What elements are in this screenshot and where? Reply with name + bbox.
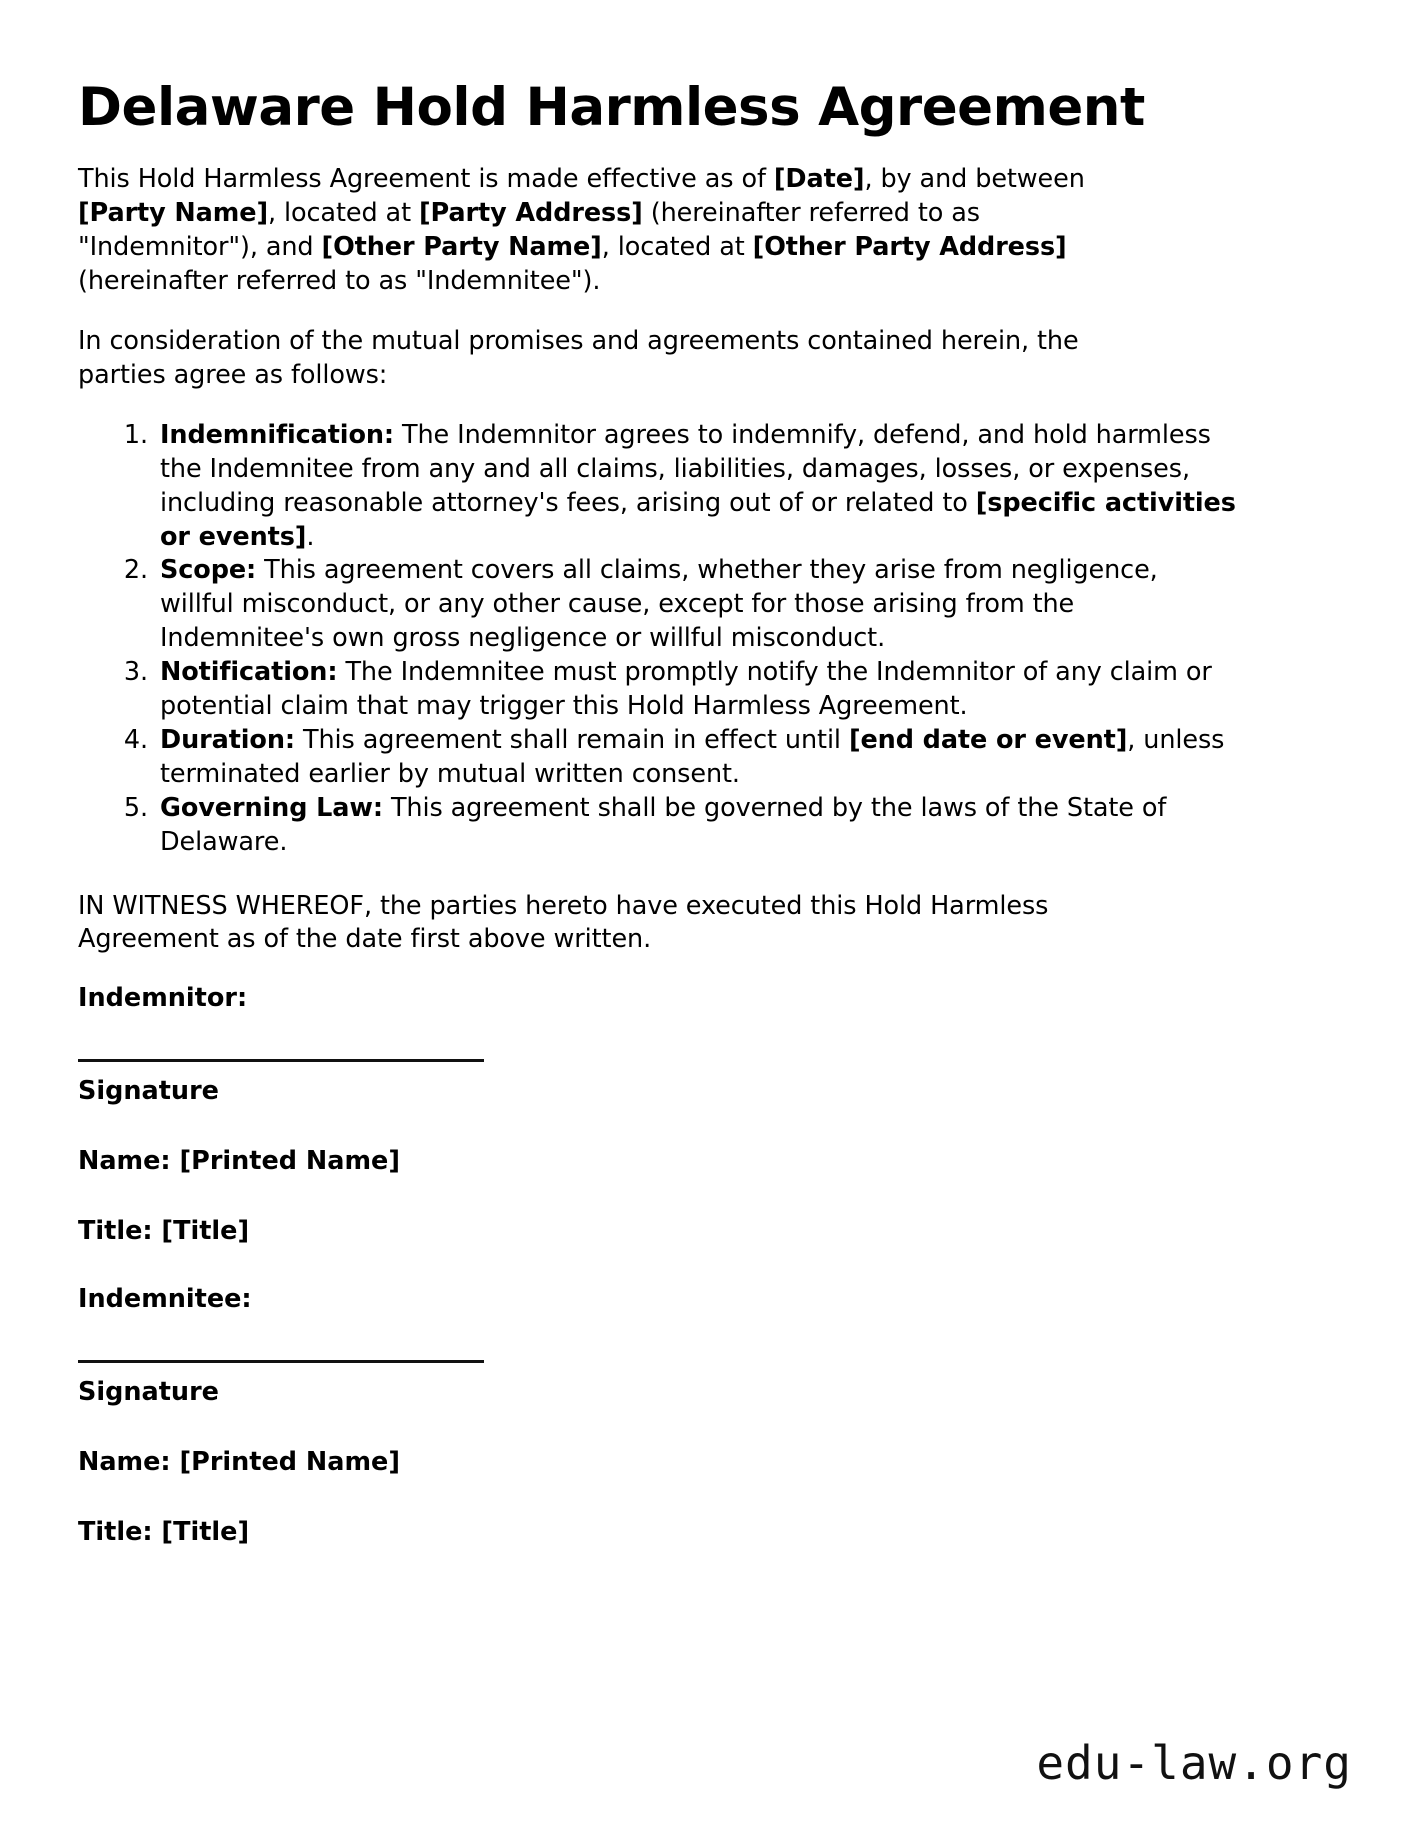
- text-run: (hereinafter referred to as "Indemnitor"), and: [78, 198, 980, 263]
- intro-paragraph: [78, 163, 1128, 299]
- indemnitor-heading: Indemnitor:: [78, 983, 248, 1014]
- bold-placeholder: [Party Name]: [78, 198, 269, 229]
- text-run: , located at: [601, 232, 753, 263]
- page-title: Delaware Hold Harmless Agreement: [78, 77, 1145, 138]
- indemnitor-signature-line[interactable]: [78, 1059, 484, 1062]
- indemnitee-signature-label: Signature: [78, 1377, 219, 1408]
- text-run: (hereinafter referred to as "Indemnitee").: [78, 266, 601, 297]
- indemnitor-signature-label: Signature: [78, 1076, 219, 1107]
- bold-placeholder: [end date or event]: [848, 724, 1128, 755]
- clause-item: [156, 419, 1236, 555]
- clause-item: [156, 554, 1236, 656]
- text-run: This Hold Harmless Agreement is made effective as of: [78, 164, 774, 195]
- site-watermark: edu-law.org: [1036, 1736, 1352, 1790]
- indemnitee-heading: Indemnitee:: [78, 1284, 252, 1315]
- clause-item: [156, 724, 1236, 792]
- bold-placeholder: [Party Address]: [418, 198, 643, 229]
- clause-heading: Indemnification:: [160, 419, 395, 450]
- bold-placeholder: [specific activities or events]: [160, 487, 1236, 552]
- text-run: , by and between: [864, 164, 1085, 195]
- bold-placeholder: [Other Party Name]: [321, 232, 602, 263]
- clause-item: [156, 792, 1236, 860]
- text-run: , located at: [268, 198, 419, 229]
- bold-placeholder: [Date]: [773, 164, 865, 195]
- indemnitee-title-label: Title: [Title]: [78, 1517, 250, 1548]
- text-run: , unless terminated earlier by mutual written consent.: [160, 724, 1225, 789]
- text-run: This agreement shall remain in effect until: [295, 724, 849, 755]
- bold-placeholder: [Other Party Address]: [752, 232, 1067, 263]
- consideration-paragraph: In consideration of the mutual promises and agreements contained herein, the parties agree as follows:: [78, 325, 1079, 390]
- clause-heading: Notification:: [160, 657, 338, 688]
- text-run: The Indemnitee must promptly notify the Indemnitor of any claim or potential claim that may trigger this Hold Harmless Agreement.: [160, 657, 1212, 722]
- text-run: This agreement shall be governed by the laws of the State of Delaware.: [160, 792, 1167, 857]
- text-run: The Indemnitor agrees to indemnify, defend, and hold harmless the Indemnitee from any and all claims, liabilities, damages, losses, or expenses, including reasonable attorney's fees, arising out of or related to: [160, 419, 1211, 518]
- clause-heading: Scope:: [160, 555, 257, 586]
- indemnitee-signature-line[interactable]: [78, 1360, 484, 1363]
- clause-heading: Governing Law:: [160, 792, 383, 823]
- signature-block-indemnitor: [78, 983, 1336, 1246]
- indemnitee-name-label: Name: [Printed Name]: [78, 1447, 400, 1478]
- signature-block-indemnitee: [78, 1284, 1336, 1547]
- clause-list: [78, 419, 1236, 860]
- indemnitor-title-label: Title: [Title]: [78, 1216, 250, 1247]
- text-run: This agreement covers all claims, whether they arise from negligence, willful misconduct, or any other cause, except for those arising from the Indemnitee's own gross negligence or willful misconduct.: [160, 555, 1158, 654]
- indemnitor-name-label: Name: [Printed Name]: [78, 1146, 400, 1177]
- witness-paragraph: IN WITNESS WHEREOF, the parties hereto have executed this Hold Harmless Agreement as of the date first above written.: [78, 890, 1049, 955]
- clause-heading: Duration:: [160, 724, 296, 755]
- clause-item: [156, 656, 1236, 724]
- text-run: .: [306, 521, 315, 552]
